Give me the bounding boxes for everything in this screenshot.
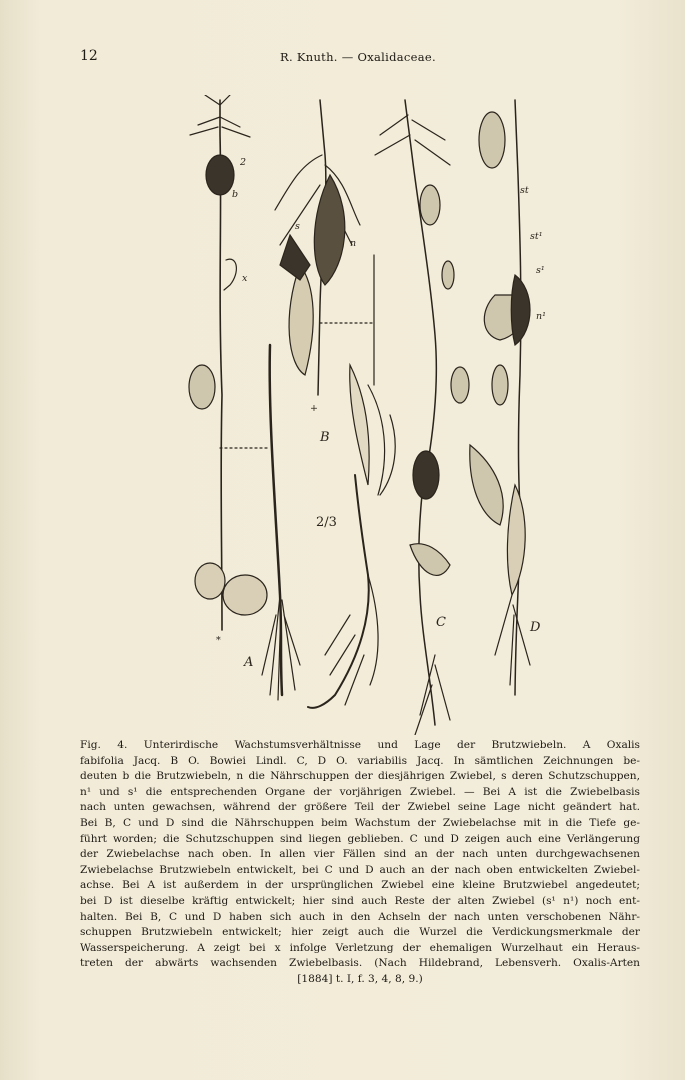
caption-line: halten. Bei B, C und D haben sich auch in den Achseln der nach unten verschobenen Nähr- <box>80 910 640 923</box>
label-s1: s¹ <box>536 265 545 276</box>
panel-label-a: A <box>244 655 254 670</box>
caption-line: bei D ist dieselbe kräftig entwickelt; hier sind auch Reste der alten Zwiebel (s¹ n¹) noch ent- <box>80 894 640 907</box>
caption-line: fabifolia Jacq. B O. Bowiei Lindl. C, D O. variabilis Jacq. In sämtlichen Zeichnungen be- <box>80 754 640 767</box>
label-st1: st¹ <box>530 231 543 242</box>
label-star: * <box>216 635 221 646</box>
caption-line: deuten b die Brutzwiebeln, n die Nährschuppen der diesjährigen Zwiebel, s deren Schutzschuppen, <box>80 770 640 783</box>
running-head: R. Knuth. — Oxalidaceae. <box>280 50 436 64</box>
bulblet-a-mid <box>189 365 215 409</box>
label-b: b <box>232 189 239 200</box>
caption-line: [1884] t. I, f. 3, 4, 8, 9.) <box>297 972 423 985</box>
caption-line: achse. Bei A ist außerdem in der ursprünglichen Zwiebel eine kleine Brutzwiebel angedeutet; <box>80 879 640 892</box>
bulblet-a-top <box>206 155 234 195</box>
panel-label-c: C <box>436 615 446 630</box>
caption-line: der Zwiebelachse nach oben. In allen vier Fällen sind an der nach unten durchgewachsenen <box>80 848 640 861</box>
caption-line: n¹ und s¹ die entsprechenden Organe der vorjährigen Zwiebel. — Bei A ist die Zwiebelbasis <box>80 785 640 798</box>
page-header <box>80 48 640 68</box>
caption-line: Zwiebelachse Brutzwiebeln entwickelt, bei C und D auch an der nach oben entwickelten Zwiebel- <box>80 863 640 876</box>
caption-line: treten der abwärts wachsenden Zwiebelbasis. (Nach Hildebrand, Lebensverh. Oxalis-Arten <box>80 957 640 970</box>
figure-illustration <box>150 95 570 735</box>
botanical-figure <box>150 95 570 735</box>
label-x: x <box>242 273 248 284</box>
label-n1: n¹ <box>536 311 546 322</box>
caption-line: schuppen Brutzwiebeln entwickelt; hier zeigt auch die Wurzel die Verdickungsmerkmale der <box>80 926 640 939</box>
caption-line: Bei B, C und D sind die Nährschuppen beim Wachstum der Zwiebelachse mit in die Tiefe ge- <box>80 816 640 829</box>
caption-line: Fig. 4. Unterirdische Wachstumsverhältnisse und Lage der Brutzwiebeln. A Oxalis <box>80 739 640 751</box>
plant-c-left <box>308 365 395 708</box>
label-st: st <box>520 185 529 196</box>
panel-label-b: B <box>320 430 330 445</box>
figure-caption <box>80 738 640 988</box>
caption-line: Wasserspeicherung. A zeigt bei x infolge Verletzung der ehemaligen Wurzelhaut ein Heraus- <box>80 941 640 954</box>
label-plus: + <box>310 403 318 414</box>
scale-label: 2/3 <box>316 515 337 530</box>
caption-line: nach unten gewachsen, während der größere Teil der Zwiebel seine Lage nicht geändert hat. <box>80 801 640 814</box>
page-number: 12 <box>80 48 98 64</box>
plant-b <box>275 100 374 395</box>
plant-a <box>189 95 300 700</box>
caption-line: führt worden; die Schutzschuppen sind liegen geblieben. C und D zeigen auch eine Verlängerung <box>80 832 640 845</box>
panel-label-d: D <box>530 620 541 635</box>
label-n: n <box>350 238 357 249</box>
plant-c <box>375 100 469 735</box>
label-two: 2 <box>240 157 247 168</box>
label-s: s <box>295 221 300 232</box>
